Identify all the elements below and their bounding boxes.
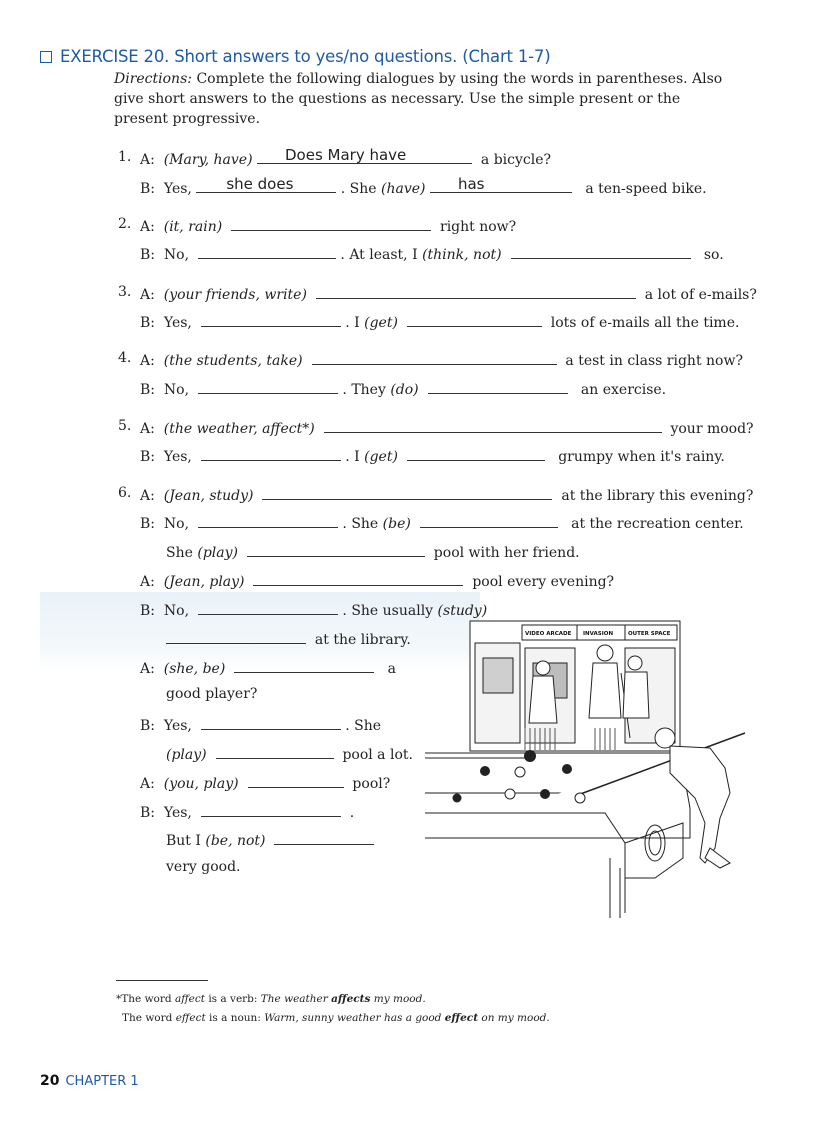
exercise-title: EXERCISE 20. Short answers to yes/no questions. (Chart 1-7) (40, 47, 550, 66)
item-number: 3. (118, 284, 132, 300)
handwritten-answer: has (457, 175, 485, 193)
answer-blank[interactable] (312, 350, 557, 365)
item-6-b: B: No, . She (be) at the recreation center. (140, 513, 744, 532)
answer-blank[interactable] (201, 312, 341, 327)
item-6-b3: B: Yes, . She (140, 715, 381, 734)
answer-blank[interactable] (253, 571, 463, 586)
answer-blank[interactable] (428, 379, 568, 394)
answer-blank[interactable] (198, 244, 336, 259)
item-number: 5. (118, 418, 132, 434)
footnote-line-2: The word effect is a noun: Warm, sunny weather has a good effect on my mood. (122, 1012, 550, 1024)
answer-blank[interactable] (247, 542, 425, 557)
answer-blank[interactable] (324, 418, 662, 433)
pool-arcade-illustration (425, 618, 760, 923)
chapter-label: CHAPTER 1 (65, 1074, 139, 1089)
answer-blank[interactable] (166, 629, 306, 644)
sign-invasion: INVASION (583, 631, 614, 637)
item-number: 4. (118, 350, 132, 366)
item-5-b: B: Yes, . I (get) grumpy when it's rainy. (140, 446, 725, 465)
item-6-play: (play) pool a lot. (166, 744, 413, 763)
item-number: 1. (118, 149, 132, 165)
item-4-a: A: (the students, take) a test in class right now? (140, 350, 743, 369)
item-6-a4: A: (you, play) pool? (140, 773, 390, 792)
item-6-but: But I (be, not) (166, 830, 374, 849)
answer-blank[interactable] (420, 513, 558, 528)
footnote-rule (116, 980, 208, 981)
answer-blank[interactable] (407, 312, 542, 327)
handwritten-answer: she does (226, 175, 294, 193)
item-6-library: at the library. (166, 629, 411, 648)
answer-blank[interactable] (216, 744, 334, 759)
answer-blank[interactable] (248, 773, 344, 788)
item-3-b: B: Yes, . I (get) lots of e-mails all the time. (140, 312, 739, 331)
page-footer (40, 1073, 139, 1089)
answer-blank[interactable] (257, 146, 472, 164)
footnote-line-1: *The word affect is a verb: The weather affects my mood. (116, 993, 426, 1005)
item-number: 2. (118, 216, 132, 232)
item-2-b: B: No, . At least, I (think, not) so. (140, 244, 724, 263)
answer-blank[interactable] (198, 600, 338, 615)
item-number: 6. (118, 485, 132, 501)
checkbox-icon[interactable] (40, 51, 52, 63)
answer-blank[interactable] (262, 485, 552, 500)
answer-blank[interactable] (201, 446, 341, 461)
handwritten-answer: Does Mary have (285, 146, 407, 164)
answer-blank[interactable] (196, 175, 336, 193)
answer-blank[interactable] (198, 379, 338, 394)
directions (114, 69, 734, 129)
item-6-b2: B: No, . She usually (study) (140, 600, 487, 619)
sign-video-arcade: VIDEO ARCADE (525, 631, 572, 637)
item-4-b: B: No, . They (do) an exercise. (140, 379, 666, 398)
answer-blank[interactable] (316, 284, 636, 299)
item-6-goodplayer: good player? (166, 686, 258, 702)
item-3-a: A: (your friends, write) a lot of e-mails? (140, 284, 757, 303)
item-5-a: A: (the weather, affect*) your mood? (140, 418, 754, 437)
answer-blank[interactable] (407, 446, 545, 461)
answer-blank[interactable] (231, 216, 431, 231)
item-1-a: A: (Mary, have) Does Mary have a bicycle? (140, 146, 552, 168)
sign-outer-space: OUTER SPACE (628, 631, 671, 637)
item-6-a: A: (Jean, study) at the library this evening? (140, 485, 753, 504)
answer-blank[interactable] (201, 715, 341, 730)
item-2-a: A: (it, rain) right now? (140, 216, 516, 235)
item-6-she: She (play) pool with her friend. (166, 542, 580, 561)
answer-blank[interactable] (511, 244, 691, 259)
item-6-verygood: very good. (166, 859, 241, 875)
page-number: 20 (40, 1073, 60, 1089)
item-1-b: B: Yes, she does . She (have) has a ten-speed bike. (140, 175, 707, 197)
answer-blank[interactable] (201, 802, 341, 817)
answer-blank[interactable] (274, 830, 374, 845)
answer-blank[interactable] (234, 658, 374, 673)
answer-blank[interactable] (198, 513, 338, 528)
item-6-a3: A: (she, be) a (140, 658, 396, 677)
answer-blank[interactable] (430, 175, 572, 193)
directions-label: Directions: (114, 71, 192, 87)
item-6-b4: B: Yes, . (140, 802, 354, 821)
item-6-a2: A: (Jean, play) pool every evening? (140, 571, 614, 590)
directions-text: Complete the following dialogues by using the words in parentheses. Also give short answers to the questions as necessary. Use the simple present or the present progressive. (114, 71, 723, 127)
